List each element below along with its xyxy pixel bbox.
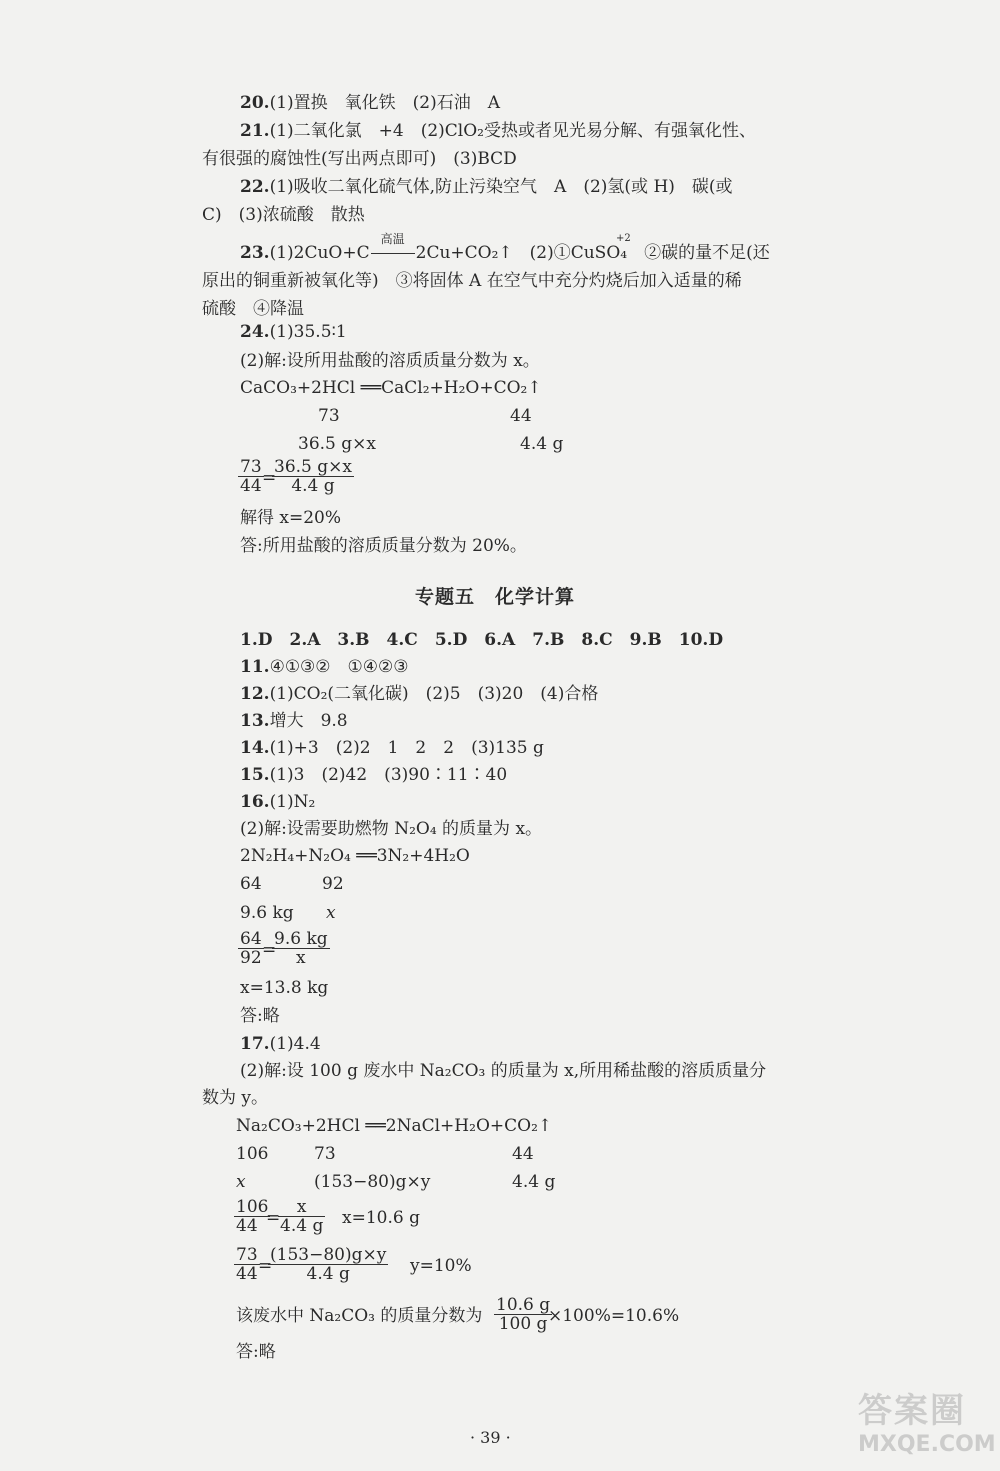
denominator: 44 xyxy=(236,1216,258,1236)
answer-text: (1)N₂ xyxy=(269,792,316,812)
solution-intro: (2)解:设所用盐酸的溶质质量分数为 x。 xyxy=(240,351,540,371)
answer-text: (1)吸收二氧化硫气体,防止污染空气 A (2)氢(或 H) 碳(或 xyxy=(269,177,733,197)
equals: = xyxy=(262,940,277,960)
q-number: 24. xyxy=(240,322,270,342)
watermark-bottom: MXQE.COM xyxy=(858,1432,996,1457)
answer-11 xyxy=(240,657,409,677)
answer-22-cont: C) (3)浓硫酸 散热 xyxy=(202,205,365,225)
q-number: 23. xyxy=(240,243,270,263)
denominator: 44 xyxy=(236,1264,258,1284)
answer-text: ④①③② ①④②③ xyxy=(269,657,409,677)
numerator: 36.5 g×x xyxy=(274,457,352,477)
answer-text: (1)二氧化氯 +4 (2)ClO₂受热或者见光易分解、有强氧化性、 xyxy=(269,121,756,141)
solution-intro-cont: 数为 y。 xyxy=(202,1088,269,1108)
mass-fraction-line xyxy=(236,1306,482,1326)
result: 解得 x=20% xyxy=(240,508,342,528)
condition-label: 高温 xyxy=(380,232,405,246)
fraction xyxy=(494,1296,552,1333)
fraction xyxy=(272,930,330,967)
mass-value: 4.4 g xyxy=(512,1172,556,1192)
answer-14 xyxy=(240,738,544,758)
molar-mass: 44 xyxy=(510,406,532,426)
answer-text: (1)4.4 xyxy=(269,1034,321,1054)
answer-24 xyxy=(240,322,347,342)
answer-16 xyxy=(240,792,315,812)
equals: = xyxy=(258,1256,273,1276)
answer-text: (1)+3 (2)2 1 2 2 (3)135 g xyxy=(269,738,544,758)
equation: Na₂CO₃+2HCl ══2NaCl+H₂O+CO₂↑ xyxy=(236,1116,553,1136)
answer-text: 增大 9.8 xyxy=(269,711,348,731)
mass-value: 9.6 kg xyxy=(240,903,294,923)
answer-statement: 答:略 xyxy=(240,1006,280,1026)
numerator: 64 xyxy=(240,929,262,949)
numerator: (153−80)g×y xyxy=(270,1245,387,1265)
answer-text: (1)置换 氧化铁 (2)石油 A xyxy=(269,93,501,113)
denominator: 100 g xyxy=(498,1314,548,1334)
answer-statement: 答:所用盐酸的溶质质量分数为 20%。 xyxy=(240,536,527,556)
denominator: 4.4 g xyxy=(291,476,335,496)
result: x=13.8 kg xyxy=(240,978,329,998)
mass-value: x xyxy=(326,903,336,923)
mass-value: 4.4 g xyxy=(520,434,564,454)
watermark-logo xyxy=(858,1383,998,1468)
equals: = xyxy=(262,468,277,488)
q-number: 15. xyxy=(240,765,270,785)
valence-mark: +2 xyxy=(616,233,631,244)
answer-21 xyxy=(240,121,756,141)
fraction xyxy=(234,1198,270,1235)
solution-intro: (2)解:设 100 g 废水中 Na₂CO₃ 的质量为 x,所用稀盐酸的溶质质量分 xyxy=(240,1061,767,1081)
q-number: 14. xyxy=(240,738,270,758)
mass-value: x xyxy=(236,1172,246,1192)
q-number: 21. xyxy=(240,121,270,141)
q-number: 20. xyxy=(240,93,270,113)
answer-text: (1)35.5∶1 xyxy=(269,322,347,342)
answer-statement: 答:略 xyxy=(236,1342,276,1362)
answer-21-cont: 有很强的腐蚀性(写出两点即可) (3)BCD xyxy=(202,149,517,169)
molar-mass: 106 xyxy=(236,1144,269,1164)
answer-15 xyxy=(240,765,507,785)
q-number: 16. xyxy=(240,792,270,812)
fraction xyxy=(238,930,264,967)
denominator: 44 xyxy=(240,476,262,496)
answer-22 xyxy=(240,177,733,197)
section-title: 专题五 化学计算 xyxy=(415,586,576,608)
text: 该废水中 Na₂CO₃ 的质量分数为 xyxy=(236,1306,483,1326)
denominator: 92 xyxy=(240,948,262,968)
answer-text: (1)CO₂(二氧化碳) (2)5 (3)20 (4)合格 xyxy=(269,684,599,704)
answer-text-c: 2Cu+CO₂↑ (2)①CuSO₄ ②碳的量不足(还 xyxy=(415,243,770,263)
q-number: 13. xyxy=(240,711,270,731)
q-number: 12. xyxy=(240,684,270,704)
numerator: 73 xyxy=(240,457,262,477)
numerator: 9.6 kg xyxy=(274,929,328,949)
fraction xyxy=(272,458,354,495)
molar-mass: 44 xyxy=(512,1144,534,1164)
q-number: 17. xyxy=(240,1034,270,1054)
equation: 2N₂H₄+N₂O₄ ══3N₂+4H₂O xyxy=(240,846,470,866)
fraction xyxy=(234,1246,260,1283)
fraction xyxy=(238,458,264,495)
answer-13 xyxy=(240,711,348,731)
watermark-top: 答案圈 xyxy=(858,1391,966,1431)
denominator: x xyxy=(296,948,306,968)
numerator: x xyxy=(278,1198,325,1217)
mass-value: (153−80)g×y xyxy=(314,1172,431,1192)
denominator: 4.4 g xyxy=(280,1216,324,1236)
equation: CaCO₃+2HCl ══CaCl₂+H₂O+CO₂↑ xyxy=(240,378,542,398)
fraction xyxy=(278,1198,325,1235)
numerator: 10.6 g xyxy=(496,1295,551,1315)
molar-mass: 73 xyxy=(314,1144,336,1164)
fraction xyxy=(268,1246,388,1283)
answer-23 xyxy=(240,232,770,263)
answer-text-a: (1)2CuO+C xyxy=(269,243,370,263)
answer-12 xyxy=(240,684,598,704)
numerator: 106 xyxy=(236,1197,269,1217)
answer-20 xyxy=(240,93,500,113)
answer-17 xyxy=(240,1034,321,1054)
molar-mass: 64 xyxy=(240,874,262,894)
denominator: 4.4 g xyxy=(306,1264,350,1284)
answer-23-cont2: 硫酸 ④降温 xyxy=(202,299,304,319)
solution-intro: (2)解:设需要助燃物 N₂O₄ 的质量为 x。 xyxy=(240,819,543,839)
answer-text: (1)3 (2)42 (3)90∶11∶40 xyxy=(269,765,508,785)
molar-mass: 92 xyxy=(322,874,344,894)
q-number: 11. xyxy=(240,657,270,677)
numerator: 73 xyxy=(236,1245,258,1265)
equals: = xyxy=(266,1208,281,1228)
result: x=10.6 g xyxy=(342,1208,420,1228)
answer-23-cont: 原出的铜重新被氧化等) ③将固体 A 在空气中充分灼烧后加入适量的稀 xyxy=(202,271,742,291)
page-number: · 39 · xyxy=(470,1428,511,1447)
mass-value: 36.5 g×x xyxy=(298,434,376,454)
reaction-condition xyxy=(370,232,416,263)
molar-mass: 73 xyxy=(318,406,340,426)
q-number: 22. xyxy=(240,177,270,197)
result: y=10% xyxy=(410,1256,472,1276)
percent-result: ×100%=10.6% xyxy=(548,1306,680,1326)
choice-answers: 1.D 2.A 3.B 4.C 5.D 6.A 7.B 8.C 9.B 10.D xyxy=(240,630,724,650)
